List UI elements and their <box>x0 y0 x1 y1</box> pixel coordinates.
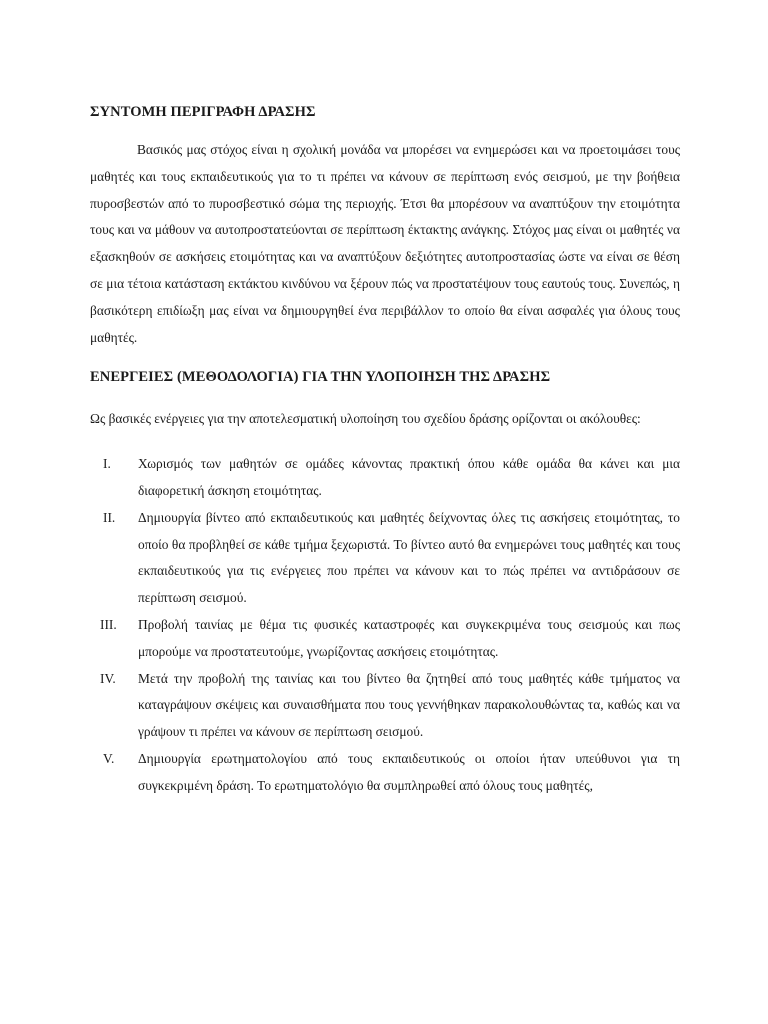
section-heading-methodology: ΕΝΕΡΓΕΙΕΣ (ΜΕΘΟΔΟΛΟΓΙΑ) ΓΙΑ ΤΗΝ ΥΛΟΠΟΙΗΣΗ ΤΗΣ ΔΡΑΣΗΣ <box>90 369 551 386</box>
section-heading-summary: ΣΥΝΤΟΜΗ ΠΕΡΙΓΡΑΦΗ ΔΡΑΣΗΣ <box>90 104 316 120</box>
list-item-text: Προβολή ταινίας με θέμα τις φυσικές καταστροφές και συγκεκριμένα τους σεισμούς και πως μπορούμε να προστατευτούμε, γνωρίζοντας ασκήσεις ετοιμότητας. <box>138 616 680 659</box>
list-item-text: Δημιουργία ερωτηματολογίου από τους εκπαιδευτικούς οι οποίοι ήταν υπεύθυνοι για τη συγκεκριμένη δράση. Το ερωτηματολόγιο θα συμπληρωθεί από όλους τους μαθητές, <box>138 750 680 793</box>
list-item <box>90 612 680 666</box>
methodology-intro: Ως βασικές ενέργειες για την αποτελεσματική υλοποίηση του σχεδίου δράσης ορίζονται οι ακόλουθες: <box>90 411 641 427</box>
actions-list <box>90 451 680 799</box>
list-item <box>90 505 680 612</box>
list-item-numeral: IV. <box>100 670 116 686</box>
list-item-text: Μετά την προβολή της ταινίας και του βίντεο θα ζητηθεί από τους μαθητές κάθε τμήματος να καταγράψουν σκέψεις και συναισθήματα που τους γεννήθηκαν παρακολουθώντας τα, καθώς και να γράψουν τι πρέπει να κάνουν σε περίπτωση σεισμού. <box>138 670 680 740</box>
list-item <box>90 451 680 505</box>
list-item <box>90 746 680 800</box>
list-item-numeral: II. <box>103 509 116 525</box>
list-item-numeral: I. <box>103 456 111 472</box>
summary-paragraph: Βασικός μας στόχος είναι η σχολική μονάδα να μπορέσει να ενημερώσει και να προετοιμάσει τους μαθητές και τους εκπαιδευτικούς για το τι πρέπει να κάνουν σε περίπτωση ενός σεισμού, με την βοήθεια πυροσβεστών από το πυροσβεστικό σώμα της περιοχής. Έτσι θα μπορέσουν να αναπτύξουν την ετοιμότητα τους και να μάθουν να αυτοπροστατεύονται σε περίπτωση έκτακτης ανάγκης. Στόχος μας είναι οι μαθητές να εξασκηθούν σε ασκήσεις ετοιμότητας και να αναπτύξουν δεξιότητες αυτοπροστασίας ώστε να είναι σε θέση σε μια τέτοια κατάσταση εκτάκτου κινδύνου να ξέρουν πώς να προστατέψουν τους εαυτούς τους. Συνεπώς, η βασικότερη επιδίωξη μας είναι να δημιουργηθεί ένα περιβάλλον το οποίο θα είναι ασφαλές για όλους τους μαθητές. <box>90 142 680 345</box>
list-item-numeral: V. <box>103 750 115 766</box>
document-page <box>90 104 680 800</box>
list-item <box>90 666 680 746</box>
list-item-text: Χωρισμός των μαθητών σε ομάδες κάνοντας πρακτική όπου κάθε ομάδα θα κάνει και μια διαφορετική άσκηση ετοιμότητας. <box>138 456 680 498</box>
list-item-text: Δημιουργία βίντεο από εκπαιδευτικούς και μαθητές δείχνοντας όλες τις ασκήσεις ετοιμότητας, το οποίο θα προβληθεί σε κάθε τμήμα ξεχωριστά. Το βίντεο αυτό θα ενημερώνει τους μαθητές και τους εκπαιδευτικούς για τις ενέργειες που πρέπει να κάνουν και το πώς πρέπει να αντιδράσουν σε περίπτωση σεισμού. <box>138 509 680 606</box>
list-item-numeral: III. <box>100 616 117 632</box>
